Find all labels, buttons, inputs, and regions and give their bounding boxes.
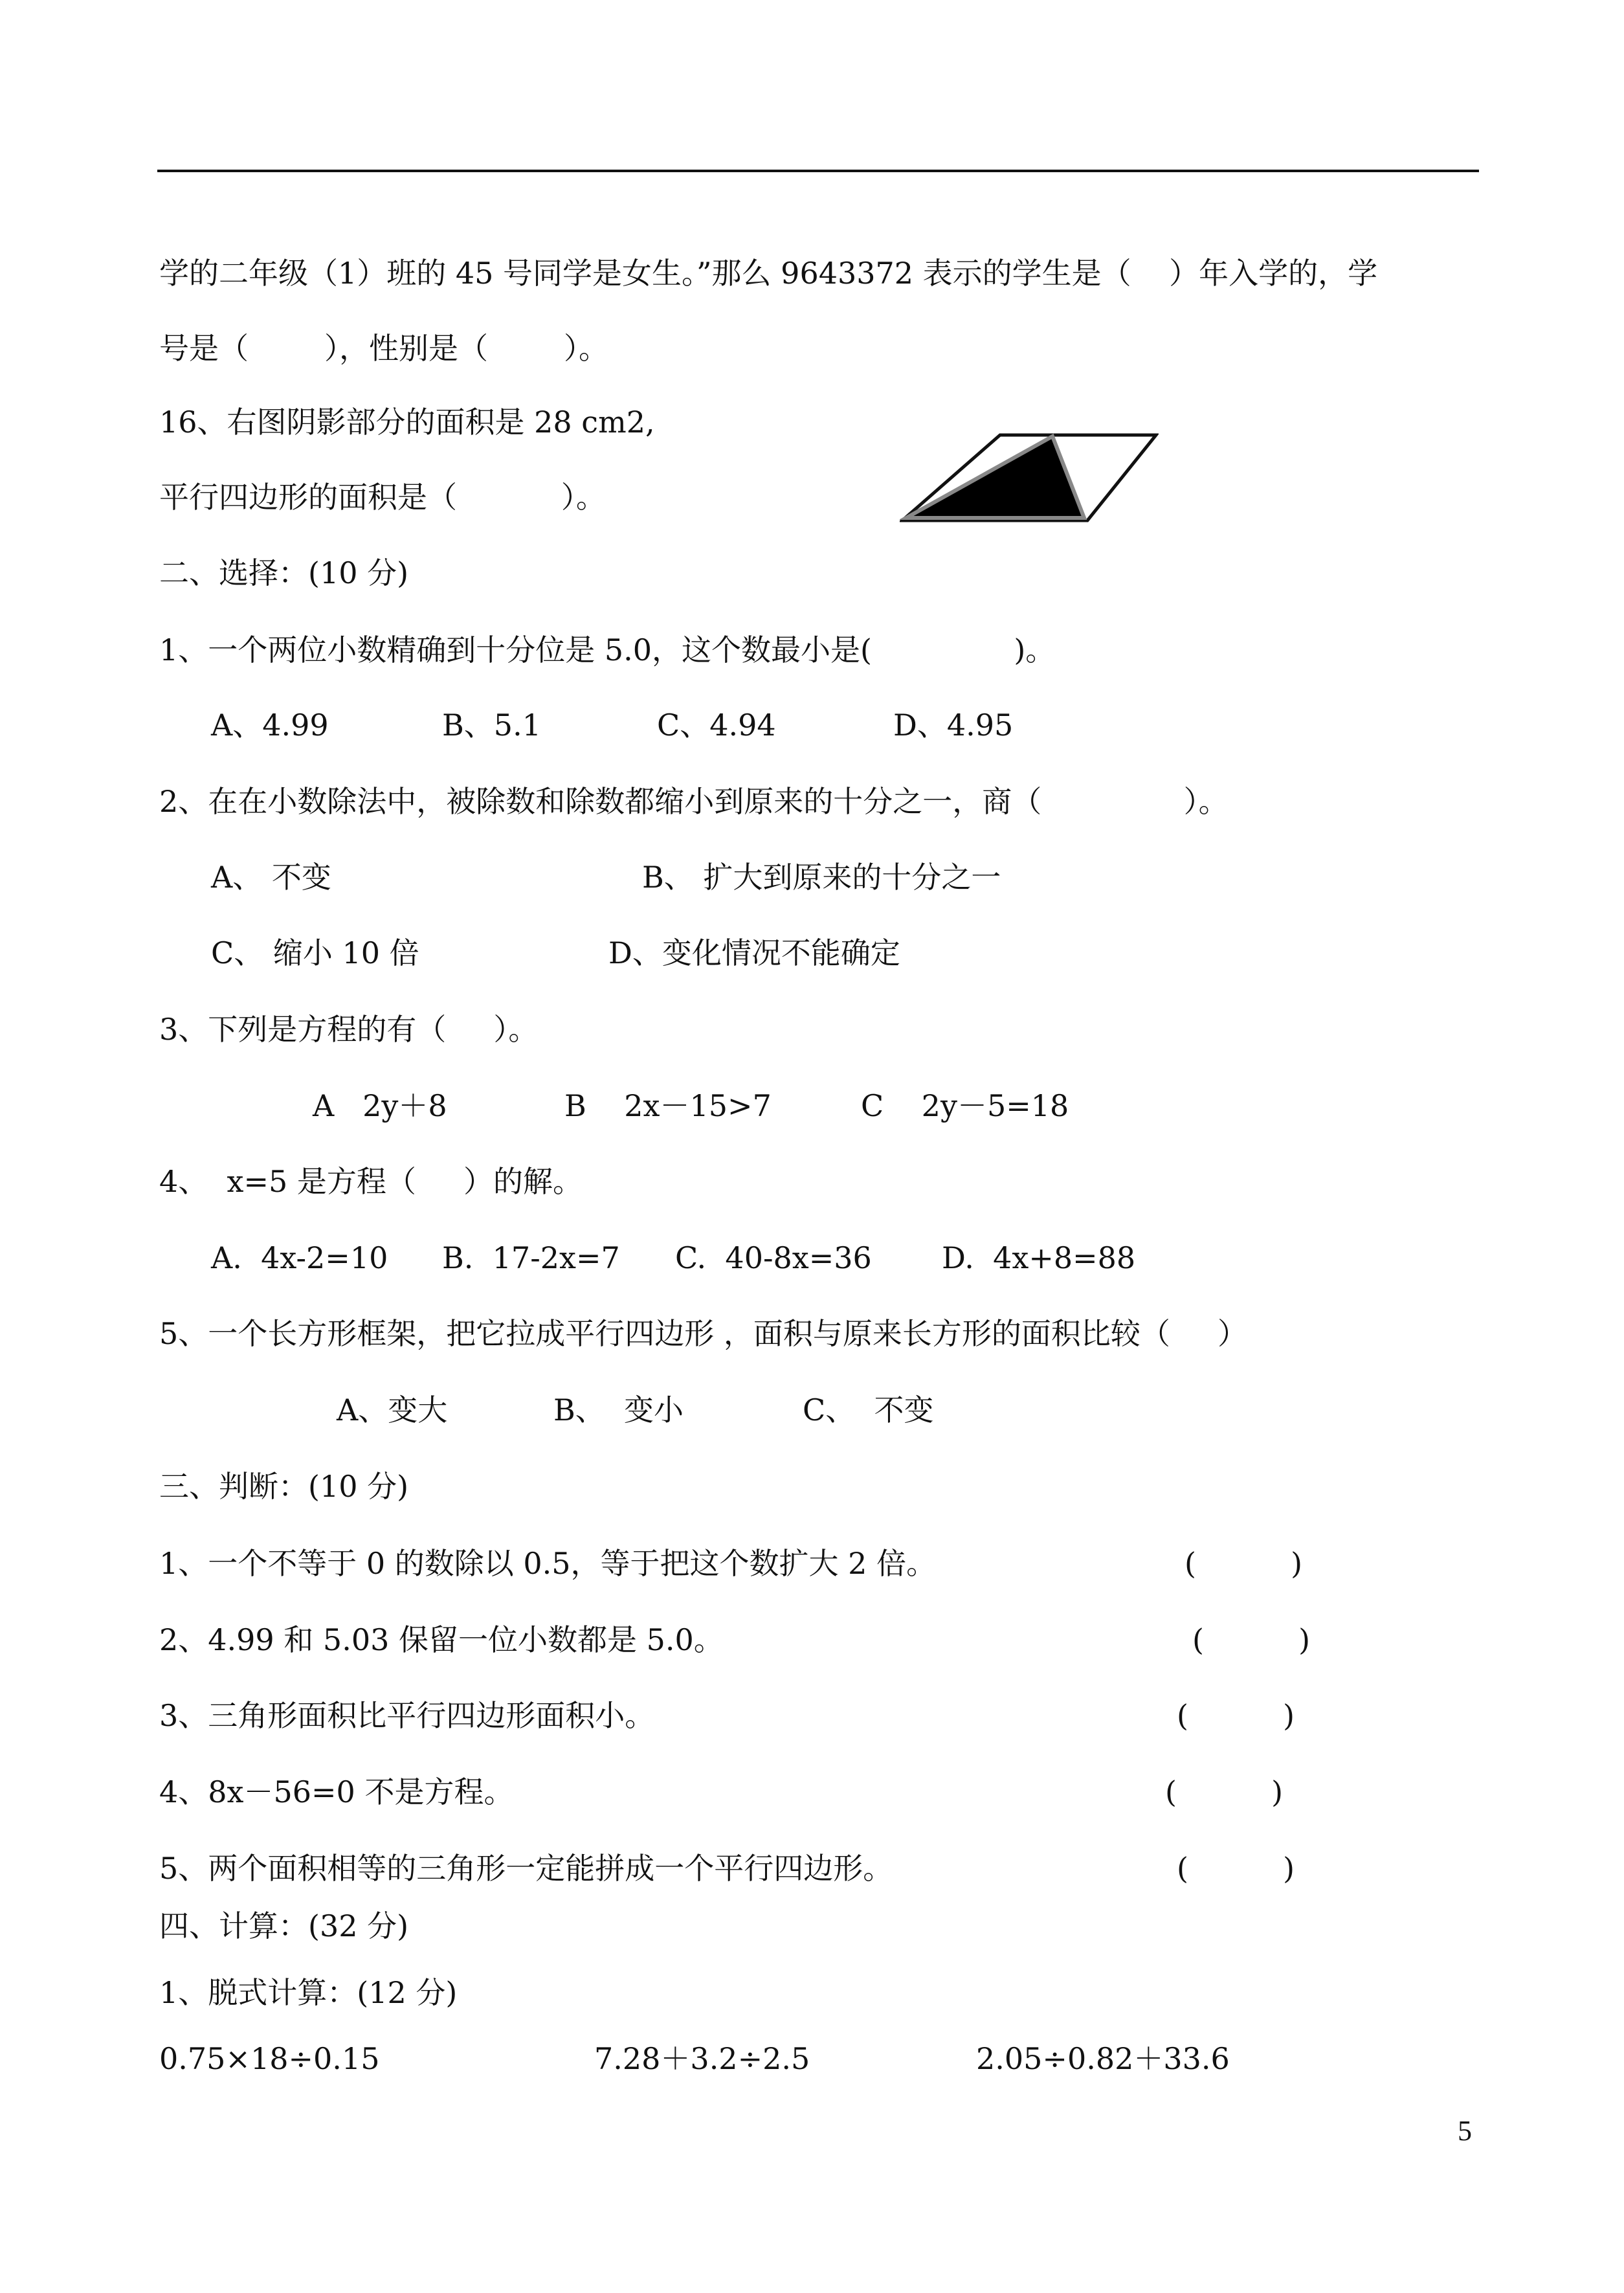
choice-q1-option-d: D、4.95 [893, 708, 1014, 743]
calc-expr-2: 7.28＋3.2÷2.5 [594, 2041, 810, 2076]
judge-item-3: 3、三角形面积比平行四边形面积小。 [159, 1698, 655, 1733]
choice-q3-option-b: B 2x－15>7 [564, 1088, 772, 1123]
choice-q4-option-c: C. 40-8x=36 [675, 1240, 872, 1275]
judge-item-4: 4、8x－56=0 不是方程。 [159, 1774, 514, 1809]
q16-line-1: 16、右图阴影部分的面积是 28 cm2, [159, 405, 655, 440]
choice-q4-stem: 4、 x=5 是方程（ ）的解。 [159, 1164, 583, 1199]
calc-expr-3: 2.05÷0.82＋33.6 [976, 2041, 1230, 2076]
judge-blank-4: ( ) [1165, 1774, 1284, 1809]
choice-q2-option-c: C、 缩小 10 倍 [211, 935, 419, 970]
judge-blank-3: ( ) [1177, 1698, 1295, 1733]
choice-q5-option-b: B、 变小 [553, 1393, 684, 1427]
choice-q1-option-b: B、5.1 [442, 708, 541, 743]
q16-line-2: 平行四边形的面积是（ ）。 [159, 480, 606, 515]
calc-expr-1: 0.75×18÷0.15 [159, 2041, 380, 2076]
judge-blank-2: ( ) [1192, 1622, 1311, 1657]
judge-item-5: 5、两个面积相等的三角形一定能拼成一个平行四边形。 [159, 1851, 893, 1886]
section-3-heading: 三、判断：(10 分) [159, 1469, 409, 1504]
choice-q4-option-d: D. 4x+8=88 [942, 1240, 1136, 1275]
section-4-heading: 四、计算：(32 分) [159, 1908, 409, 1943]
choice-q4-option-b: B. 17-2x=7 [442, 1240, 620, 1275]
choice-q2-stem: 2、在在小数除法中，被除数和除数都缩小到原来的十分之一，商（ ）。 [159, 784, 1229, 819]
parallelogram-figure [900, 432, 1159, 530]
choice-q3-stem: 3、下列是方程的有（ ）。 [159, 1012, 539, 1047]
choice-q5-option-a: A、变大 [337, 1393, 448, 1427]
choice-q2-option-a: A、 不变 [211, 860, 331, 895]
choice-q5-stem: 5、一个长方形框架，把它拉成平行四边形 ，面积与原来长方形的面积比较（ ） [159, 1316, 1247, 1351]
choice-q3-option-c: C 2y－5=18 [861, 1088, 1069, 1123]
judge-item-2: 2、4.99 和 5.03 保留一位小数都是 5.0。 [159, 1622, 724, 1657]
choice-q1-option-c: C、4.94 [657, 708, 776, 743]
section-2-heading: 二、选择：(10 分) [159, 555, 409, 590]
continuation-line-1: 学的二年级（1）班的 45 号同学是女生。”那么 9643372 表示的学生是（ ）年入学的，学 [159, 256, 1378, 291]
choice-q4-option-a: A. 4x-2=10 [211, 1240, 388, 1275]
choice-q5-option-c: C、 不变 [803, 1393, 934, 1427]
calc-sub-1: 1、脱式计算：(12 分) [159, 1975, 458, 2010]
header-rule [157, 170, 1479, 172]
choice-q2-option-d: D、变化情况不能确定 [608, 935, 900, 970]
judge-blank-5: ( ) [1177, 1851, 1295, 1886]
choice-q1-option-a: A、4.99 [211, 708, 329, 743]
judge-item-1: 1、一个不等于 0 的数除以 0.5，等于把这个数扩大 2 倍。 [159, 1546, 937, 1581]
choice-q1-stem: 1、一个两位小数精确到十分位是 5.0，这个数最小是( )。 [159, 632, 1056, 667]
continuation-line-2: 号是（ ），性别是（ ）。 [159, 331, 608, 366]
choice-q3-option-a: A 2y＋8 [313, 1088, 447, 1123]
judge-blank-1: ( ) [1185, 1546, 1303, 1581]
page-number: 5 [1458, 2115, 1472, 2147]
choice-q2-option-b: B、 扩大到原来的十分之一 [642, 860, 1001, 895]
